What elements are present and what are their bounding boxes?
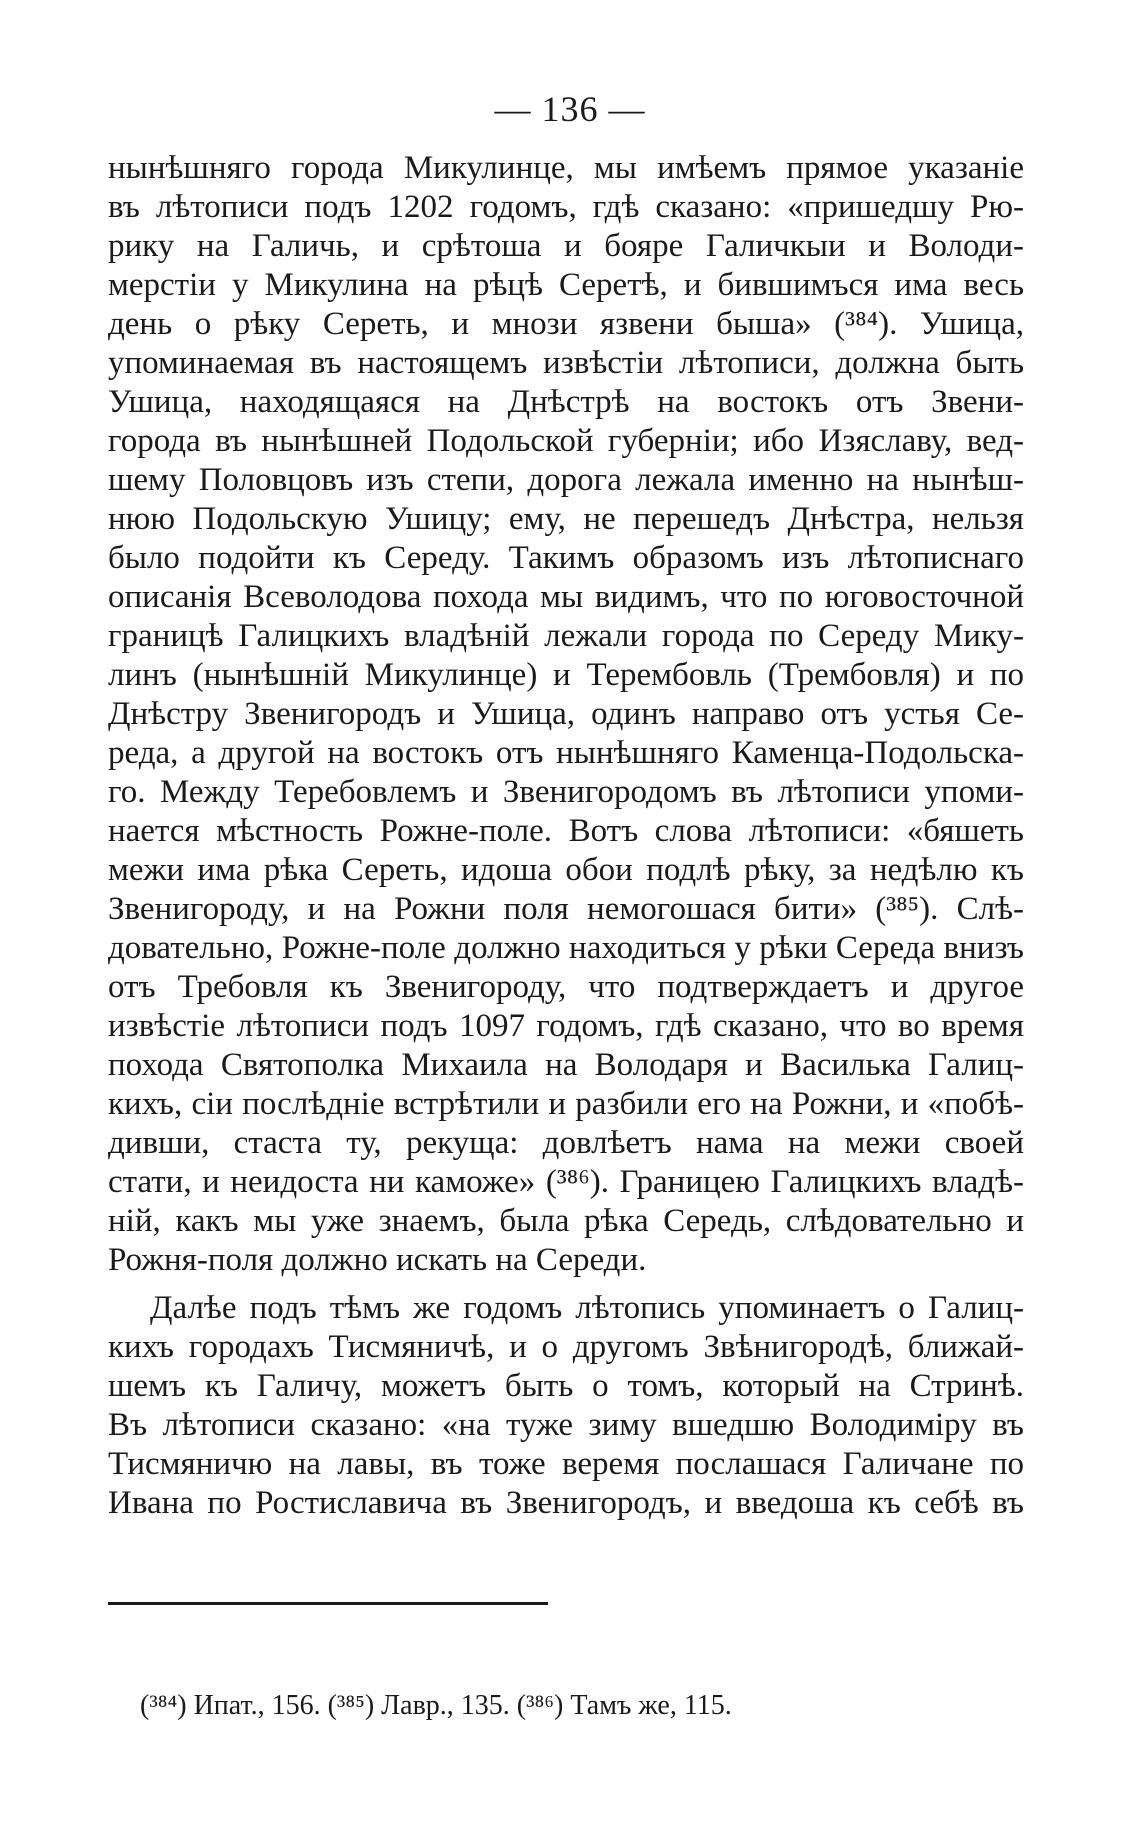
text-line: линъ (нынѣшній Микулинце) и Терембовль (Трембовля) и по (108, 657, 1024, 693)
text-line: межи има рѣка Сереть, идоша обои подлѣ рѣку, за недѣлю къ (108, 852, 1024, 888)
text-line: нынѣшняго города Микулинце, мы имѣемъ прямое указаніе (108, 150, 1024, 186)
text-line: шему Половцовъ изъ степи, дорога лежала именно на нынѣш- (108, 462, 1024, 498)
text-line: го. Между Теребовлемъ и Звенигородомъ въ лѣтописи упоми- (108, 774, 1024, 810)
text-line: реда, а другой на востокъ отъ нынѣшняго Каменца-Подольска- (108, 735, 1024, 771)
text-line: день о рѣку Сереть, и мнози язвени быша» (³⁸⁴). Ушица, (108, 306, 1024, 342)
text-line: нается мѣстность Рожне-поле. Вотъ слова лѣтописи: «бяшеть (108, 813, 1024, 849)
text-line: шемъ къ Галичу, можетъ быть о томъ, который на Стринѣ. (108, 1368, 1024, 1404)
text-line: границѣ Галицкихъ владѣній лежали города по Середу Мику- (108, 618, 1024, 654)
text-line: извѣстіе лѣтописи подъ 1097 годомъ, гдѣ сказано, что во время (108, 1008, 1024, 1044)
text-line: было подойти къ Середу. Такимъ образомъ изъ лѣтописнаго (108, 540, 1024, 576)
footnote-divider (108, 1602, 548, 1605)
text-line: кихъ, сіи послѣдніе встрѣтили и разбили его на Рожни, и «побѣ- (108, 1086, 1024, 1122)
text-line: мерстіи у Микулина на рѣцѣ Серетѣ, и бившимъся има весь (108, 267, 1024, 303)
text-line: Ушица, находящаяся на Днѣстрѣ на востокъ отъ Звени- (108, 384, 1024, 420)
text-line: Рожня-поля должно искать на Середи. (108, 1242, 647, 1278)
text-line: рику на Галичь, и срѣтоша и бояре Галичкыи и Володи- (108, 228, 1024, 264)
text-line: Далѣе подъ тѣмъ же годомъ лѣтопись упоминаетъ о Галиц- (150, 1290, 1024, 1326)
text-line: ній, какъ мы уже знаемъ, была рѣка Середь, слѣдовательно и (108, 1203, 1024, 1239)
text-line: Днѣстру Звенигородъ и Ушица, одинъ направо отъ устья Се- (108, 696, 1024, 732)
text-line: похода Святополка Михаила на Володаря и Василька Галиц- (108, 1047, 1024, 1083)
text-line: города въ нынѣшней Подольской губерніи; ибо Изяславу, вед- (108, 423, 1024, 459)
text-line: отъ Требовля къ Звенигороду, что подтверждаетъ и другое (108, 969, 1024, 1005)
text-line: нюю Подольскую Ушицу; ему, не перешедъ Днѣстра, нельзя (108, 501, 1024, 537)
text-line: описанія Всеволодова похода мы видимъ, что по юговосточной (108, 579, 1024, 615)
text-line: стати, и неидоста ни каможе» (³⁸⁶). Границею Галицкихъ владѣ- (108, 1164, 1024, 1200)
text-line: довательно, Рожне-поле должно находиться у рѣки Середа внизъ (108, 930, 1024, 966)
text-line: Въ лѣтописи сказано: «на туже зиму вшедшю Володиміру въ (108, 1407, 1024, 1443)
text-line: упоминаемая въ настоящемъ извѣстіи лѣтописи, должна быть (108, 345, 1024, 381)
page-number: — 136 — (494, 89, 646, 129)
text-line: Тисмяничю на лавы, въ тоже веремя послашася Галичане по (108, 1446, 1024, 1482)
text-line: Звенигороду, и на Рожни поля немогошася бити» (³⁸⁵). Слѣ- (108, 891, 1024, 927)
text-line: Ивана по Ростиславича въ Звенигородъ, и введоша къ себѣ въ (108, 1485, 1024, 1521)
text-line: въ лѣтописи подъ 1202 годомъ, гдѣ сказано: «пришедшу Рю- (108, 189, 1024, 225)
text-line: дивши, стаста ту, рекуща: довлѣетъ нама на межи своей (108, 1125, 1024, 1161)
text-line: кихъ городахъ Тисмяничѣ, и о другомъ Звѣнигородѣ, ближай- (108, 1329, 1024, 1365)
footnotes: (³⁸⁴) Ипат., 156. (³⁸⁵) Лавр., 135. (³⁸⁶) Тамъ же, 115. (140, 1690, 732, 1721)
